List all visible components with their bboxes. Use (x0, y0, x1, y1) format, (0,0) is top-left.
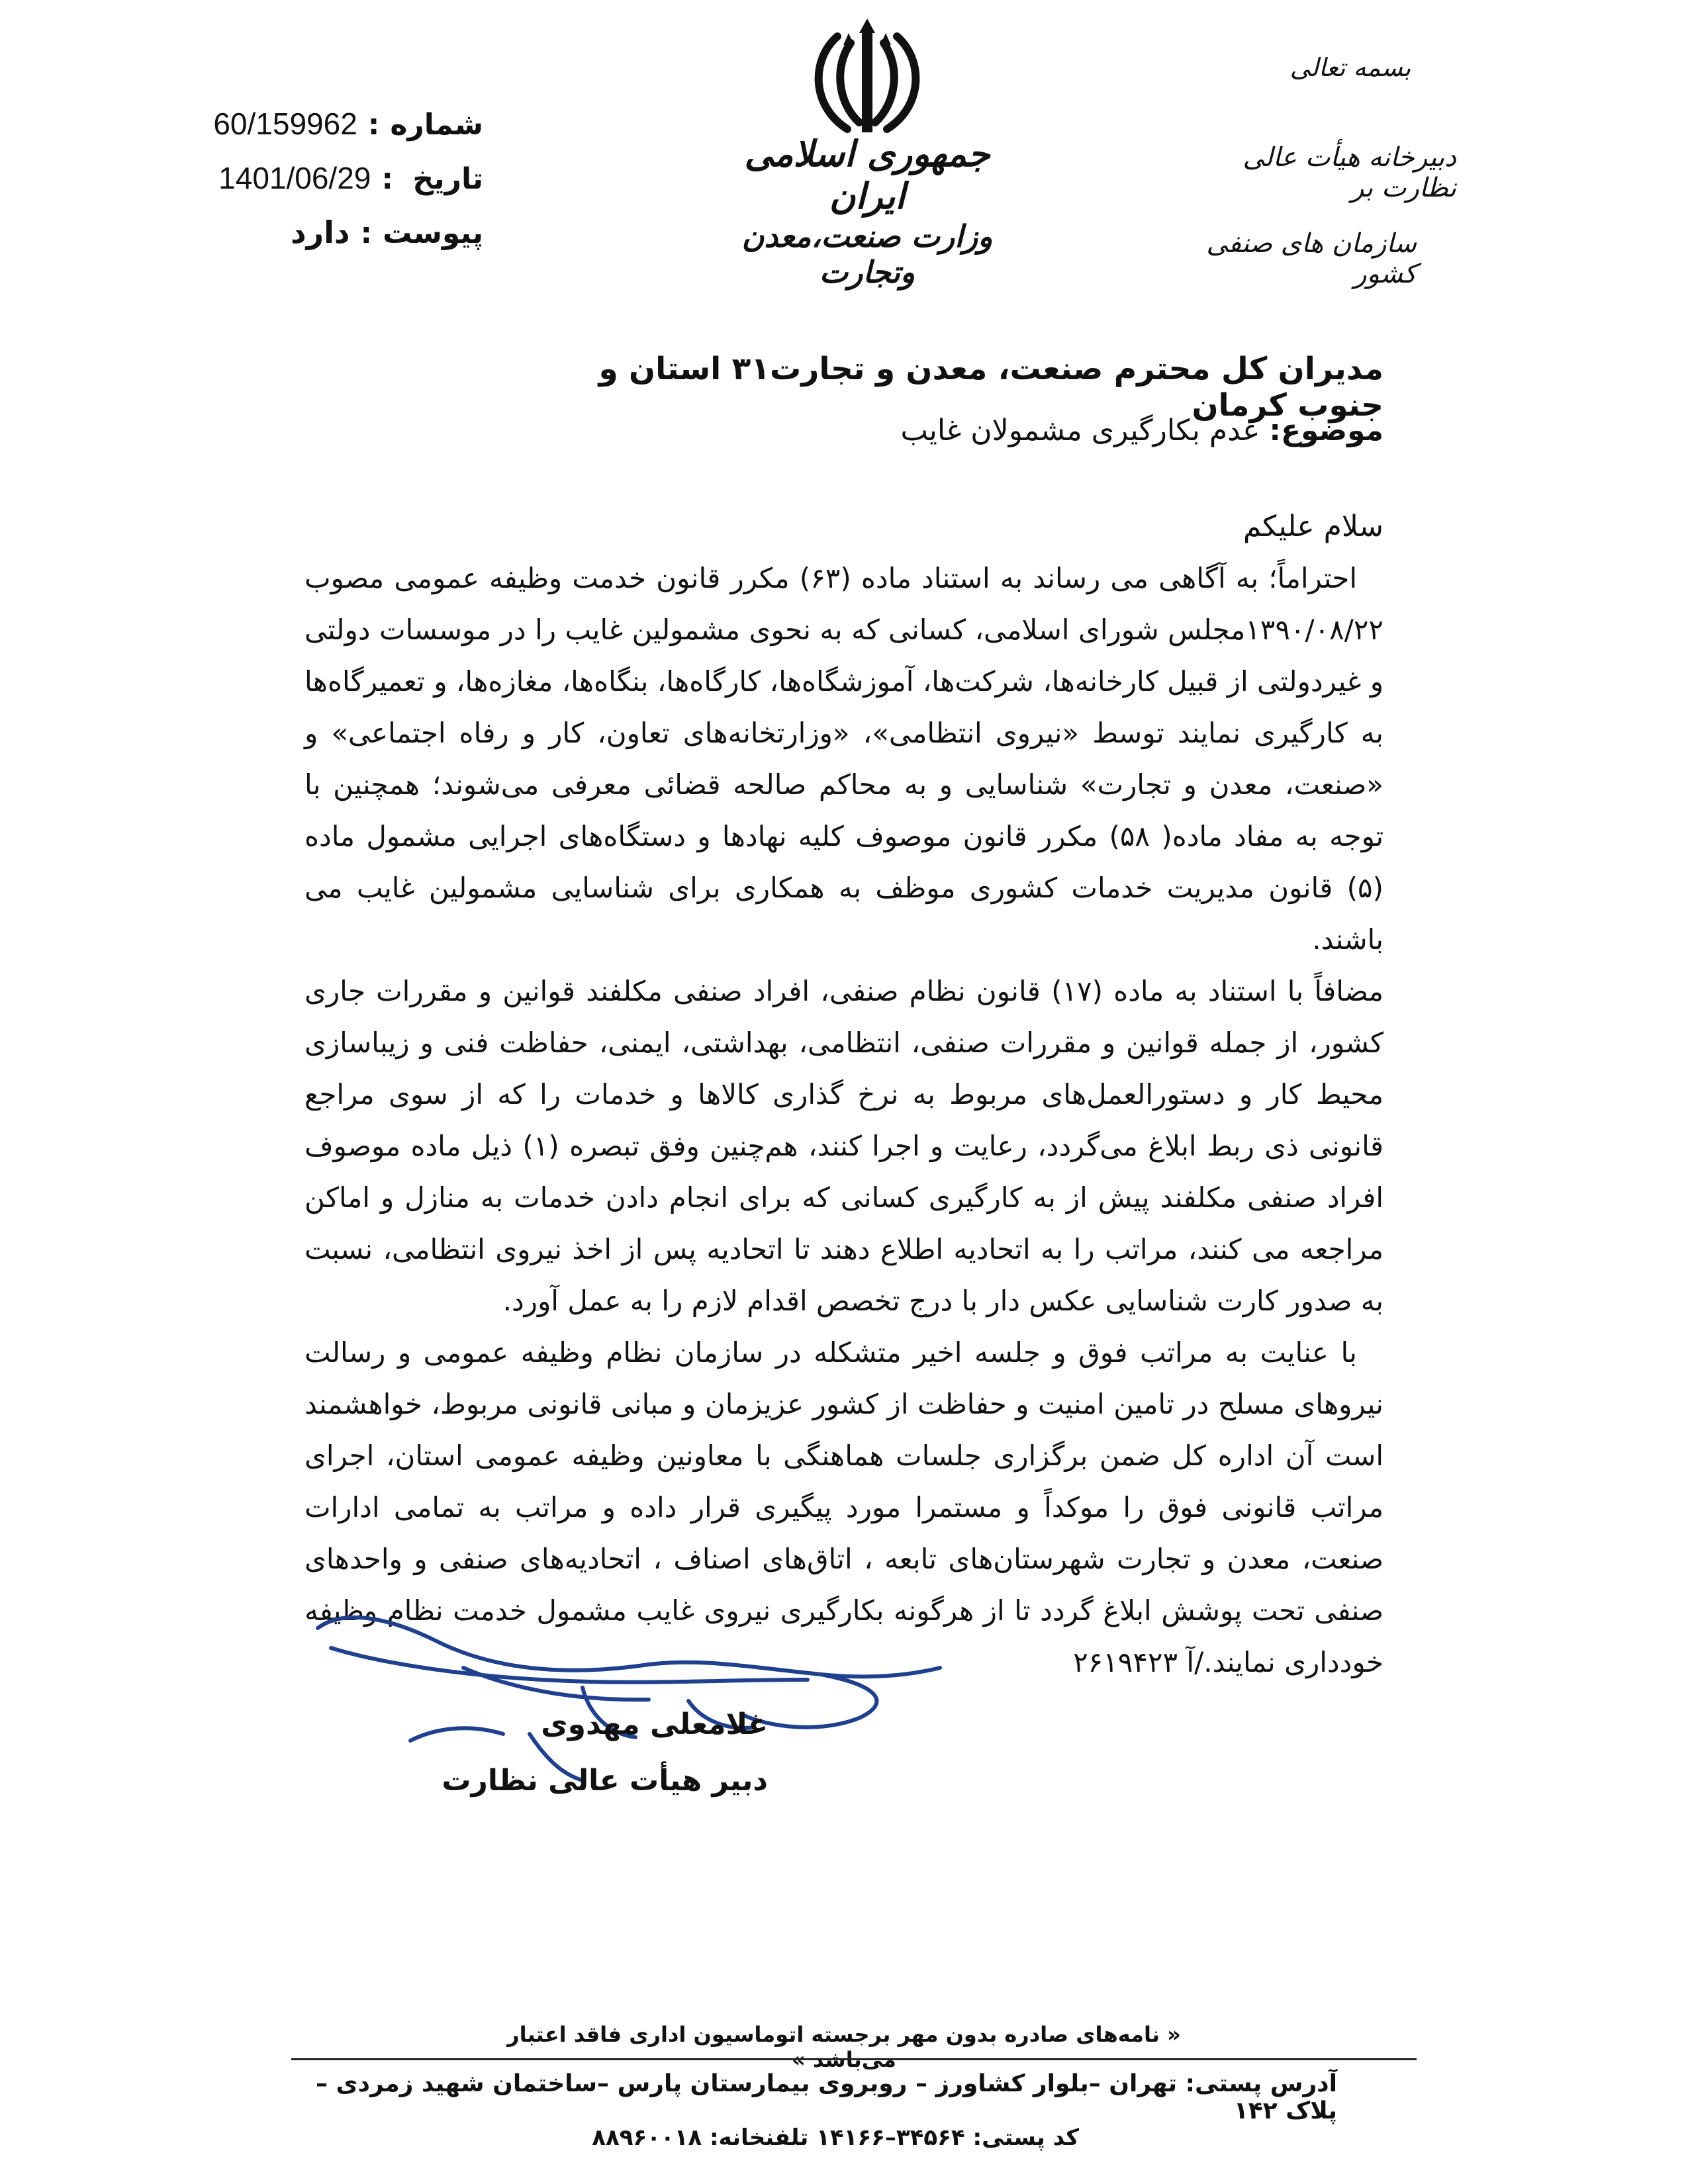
signer-name: غلامعلی مهدوی (541, 1707, 768, 1741)
number-row (172, 106, 483, 160)
secretariat-line-2: سازمان های صنفی کشور (1206, 228, 1417, 289)
signer-title: دبیر هیأت عالی نظارت (442, 1764, 768, 1797)
date-label: تاریخ (412, 162, 483, 196)
number-value: 60/159962 (213, 107, 357, 141)
attachment-colon: : (360, 216, 373, 250)
bismillah: بسمه تعالی (1289, 53, 1411, 82)
paragraph-2: مضافاً با استناد به ماده (۱۷) قانون نظام صنفی، افراد صنفی مکلفند قوانین و مقررات جاری کشور، از جمله قوانین و مقررات صنفی، انتظامی، بهداشتی، ایمنی، حفاظت فنی و زیباسازی محیط کار و دستورالعمل‌های مربوط به نرخ گذاری کالاها و خدمات را که از سوی مراجع قانونی ذی ربط ابلاغ می‌گردد، رعایت و اجرا کنند، هم‌چنین وفق تبصره (۱) ذیل ماده موصوف افراد صنفی مکلفند پیش از به کارگیری کسانی که برای انجام دادن خدمات به منازل و اماکن مراجعه می کنند، مراتب را به اتحادیه اطلاع دهند تا اتحادیه پس از اخذ نیروی انتظامی، نسبت به صدور کارت شناسایی عکس دار با درج تخصص اقدام لازم را به عمل آورد. (305, 975, 1384, 1317)
paragraph-3: با عنایت به مراتب فوق و جلسه اخیر متشکله در سازمان نظام وظیفه عمومی و رسالت نیروهای مسلح در تامین امنیت و حفاظت از کشور عزیزمان و مبانی قانونی مربوط، خواهشمند است آن اداره کل ضمن برگزاری جلسات هماهنگی با معاونین وظیفه عمومی استان، اجرای مراتب قانونی فوق را موکداً و مستمرا مورد پیگیری قرار داده و مراتب به تمامی ادارات صنعت، معدن و تجارت شهرستان‌های تابعه ، اتاق‌های اصناف ، اتحادیه‌های صنفی و واحدهای صنفی تحت پوشش ابلاغ گردد تا از هرگونه بکارگیری نیروی غایب مشمول خدمت نظام وظیفه خودداری نمایند./آ ۲۶۱۹۴۲۳ (305, 1336, 1383, 1678)
footer-address: آدرس پستی: تهران –بلوار کشاورز – روبروی بیمارستان پارس –ساختمان شهید زمردی – پلاک ۱۴۲ (315, 2070, 1337, 2124)
number-label: شماره (390, 108, 483, 142)
subject-line (728, 414, 1383, 447)
date-value: 1401/06/29 (218, 161, 371, 195)
footer-contact: کد پستی: ۳۴۵۶۴–۱۴۱۶۶ تلفنخانه: ۸۸۹۶۰۰۱۸ (592, 2124, 1079, 2151)
subject-text: عدم بکارگیری مشمولان غایب (900, 414, 1260, 447)
greeting: سلام علیکم (1243, 510, 1383, 543)
footer-note: « نامه‌های صادره بدون مهر برجسته اتوماسیون اداری فاقد اعتبار می‌باشد » (507, 2022, 1181, 2072)
date-row (172, 160, 483, 214)
secretariat-line-1: دبیرخانه هیأت عالی نظارت بر (1243, 142, 1456, 203)
number-colon: : (367, 108, 380, 142)
letter-meta (172, 106, 483, 269)
republic-title: جمهوری اسلامی ایران (744, 132, 990, 217)
date-colon: : (381, 162, 393, 196)
letter-body (305, 553, 1383, 1688)
subject-label: موضوع: (1269, 414, 1383, 447)
recipient-line: مدیران کل محترم صنعت، معدن و تجارت۳۱ استان و جنوب کرمان (598, 351, 1383, 424)
ministry-title: وزارت صنعت،معدن وتجارت (741, 218, 993, 290)
paragraph-1: احتراماً؛ به آگاهی می رساند به استناد ماده (۶۳) مکرر قانون خدمت وظیفه عمومی مصوب ۱۳۹۰/۰۸/۲۲مجلس شورای اسلامی، کسانی که به نحوی مشمولین غایب را در موسسات دولتی و غیردولتی از قبیل کارخانه‌ها، شرکت‌ها، آموزشگاه‌ها، کارگاه‌ها، بنگاه‌ها، مغازه‌ها، و تعمیرگاه‌ها به کارگیری نمایند توسط «نیروی انتظامی»، «وزارتخانه‌های تعاون، کار و رفاه اجتماعی» و «صنعت، معدن و تجارت» شناسایی و به محاکم صالحه قضائی معرفی می‌شوند؛ همچنین با توجه به مفاد ماده( ۵۸) مکرر قانون موصوف کلیه نهادها و دستگاه‌های اجرایی مشمول ماده (۵) قانون مدیریت خدمات کشوری موظف به همکاری برای شناسایی مشمولین غایب می باشند. (305, 562, 1384, 956)
attachment-label: پیوست (383, 216, 483, 250)
iran-emblem-icon (801, 13, 933, 146)
attachment-row (172, 214, 483, 269)
footer-divider (291, 2058, 1417, 2060)
attachment-value: دارد (291, 214, 350, 250)
